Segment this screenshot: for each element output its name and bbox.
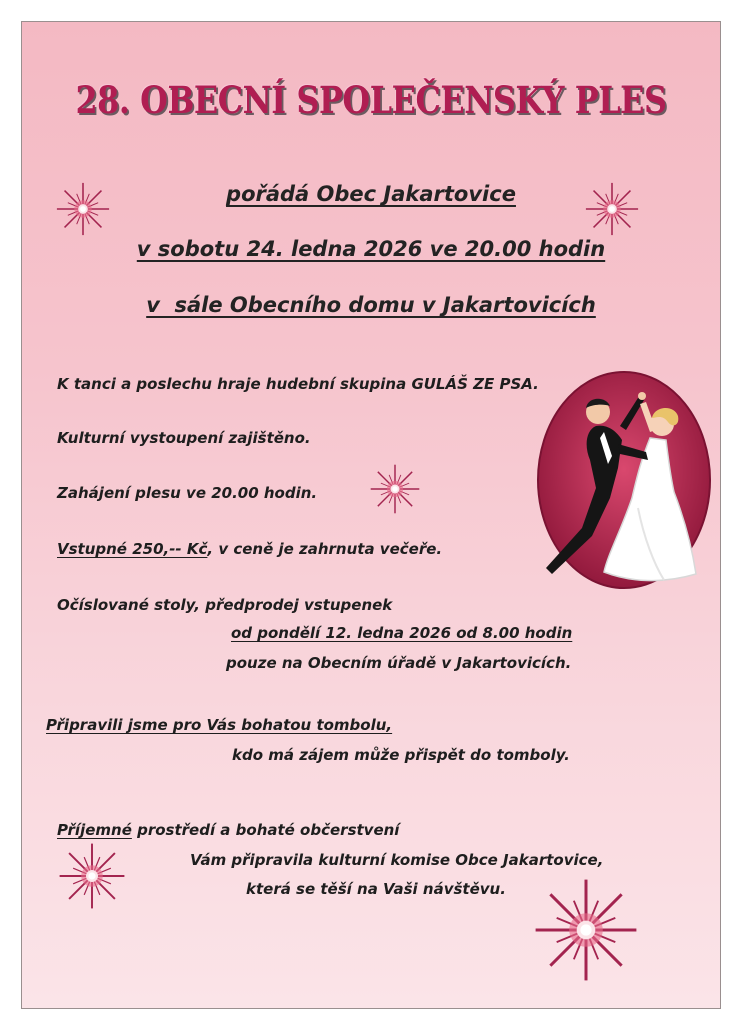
closing-line2: Vám připravila kulturní komise Obce Jakartovice,	[190, 851, 604, 869]
sparkle-icon	[368, 462, 422, 516]
closing-line3: která se těší na Vaši návštěvu.	[246, 880, 506, 898]
entry-info: Vstupné 250,-- Kč, v ceně je zahrnuta večeře.	[57, 540, 443, 558]
tables-info-line3: pouze na Obecním úřadě v Jakartovicích.	[226, 654, 572, 672]
culture-info: Kulturní vystoupení zajištěno.	[57, 429, 311, 447]
sparkle-icon	[54, 180, 112, 238]
tables-info-line2: od pondělí 12. ledna 2026 od 8.00 hodin	[231, 624, 573, 642]
poster	[21, 21, 721, 1009]
dancing-couple-illustration	[534, 368, 714, 600]
closing-line1: Příjemné prostředí a bohaté občerstvení	[57, 821, 400, 839]
band-info: K tanci a poslechu hraje hudební skupina GULÁŠ ZE PSA.	[57, 375, 539, 393]
sparkle-icon	[56, 840, 128, 912]
sparkle-icon	[530, 874, 642, 986]
date-line: v sobotu 24. ledna 2026 ve 20.00 hodin	[136, 237, 606, 261]
tombola-line2: kdo má zájem může přispět do tomboly.	[232, 746, 570, 764]
start-info: Zahájení plesu ve 20.00 hodin.	[57, 484, 318, 502]
sparkle-icon	[583, 180, 641, 238]
tables-info-line1: Očíslované stoly, předprodej vstupenek	[57, 596, 393, 614]
venue-line: v sále Obecního domu v Jakartovicích	[146, 293, 596, 317]
event-title: 28. OBECNÍ SPOLEČENSKÝ PLES	[75, 78, 667, 122]
organizer-line: pořádá Obec Jakartovice	[226, 182, 516, 206]
tombola-line1: Připravili jsme pro Vás bohatou tombolu,	[46, 716, 393, 734]
